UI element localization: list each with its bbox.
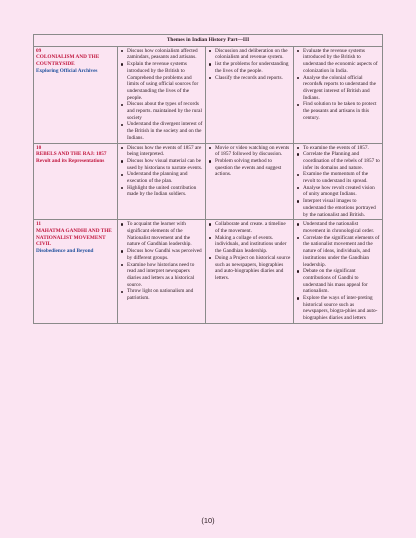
bullet-list bbox=[296, 221, 380, 322]
list-item: To acquaint the learner with significant elements of the Nationalist movement and the nature of Gandhian leadership. bbox=[120, 221, 203, 248]
list-item: Discuss about the types of records and reports. maintained by the rural society bbox=[120, 101, 203, 121]
bullet-list bbox=[208, 145, 291, 179]
unit-cell bbox=[34, 46, 118, 143]
unit-title: REBELS AND THE RAJ: 1857 Revolt and its Representations bbox=[36, 151, 107, 164]
list-item: Discussion and deliberation on the colonialism and revenue system. bbox=[208, 48, 291, 61]
bullet-list bbox=[120, 48, 203, 142]
table-row bbox=[34, 143, 383, 220]
unit-title: MAHATMA GANDHI AND THE NATIONALIST MOVEMENT CIVIL bbox=[36, 227, 112, 248]
list-item: Movie or video watching on events of 1857 followed by discussion. bbox=[208, 145, 291, 158]
list-item: Evaluate the revenue systems introduced by the British to understand the economic aspects of colonization in India. bbox=[296, 48, 380, 75]
syllabus-table bbox=[33, 34, 383, 324]
page-number: (10) bbox=[201, 516, 215, 525]
outcomes-cell bbox=[294, 220, 383, 324]
objectives-cell bbox=[118, 143, 206, 220]
list-item: Interpret visual images to understand the emotions portrayed by the nationalist and British. bbox=[296, 198, 380, 218]
outcomes-cell bbox=[294, 143, 383, 220]
list-item: To examine the events of 1857. bbox=[296, 145, 380, 152]
list-item: Analyse how revolt created vision of unity amongst Indians. bbox=[296, 185, 380, 198]
unit-number: 10 bbox=[36, 144, 42, 151]
unit-subtitle: Exploring Official Archives bbox=[36, 67, 98, 74]
unit-number: 11 bbox=[36, 221, 41, 228]
bullet-list bbox=[208, 221, 291, 281]
list-item: Correlate the significant elements of the nationalist movement and the nature of ideas, individuals, and institutions under the Gandhian leadership. bbox=[296, 235, 380, 269]
activities-cell bbox=[206, 220, 294, 324]
list-item: Correlate the Planning and coordination of the rebels of 1857 to infer its domains and nature. bbox=[296, 151, 380, 171]
table-body bbox=[34, 46, 383, 323]
list-item: Understand the divergent interest of the British in the society and on the Indians. bbox=[120, 121, 203, 141]
bullet-list bbox=[120, 221, 203, 301]
list-item: Discuss how Gandhi was perceived by different groups. bbox=[120, 248, 203, 261]
unit-title: COLONIALISM AND THE COUNTRYSIDE bbox=[36, 54, 100, 68]
list-item: Understand the nationalist movement in chronological order. bbox=[296, 221, 380, 234]
syllabus-page bbox=[33, 34, 382, 324]
unit-cell bbox=[34, 220, 118, 324]
list-item: Throw light on nationalism and patriotism. bbox=[120, 288, 203, 301]
objectives-cell bbox=[118, 46, 206, 143]
list-item: Discuss how colonialism affected zamindars, peasants and artisans. bbox=[120, 48, 203, 61]
list-item: list the problems for understanding the lives of the people. bbox=[208, 61, 291, 74]
list-item: Understand the planning and execution of the plan. bbox=[120, 171, 203, 184]
unit-subtitle: Disobedience and Beyond bbox=[36, 248, 94, 255]
list-item: Find solution to be taken to protect the peasants and artisans in this century. bbox=[296, 101, 380, 121]
bullet-list bbox=[296, 48, 380, 122]
list-item: Making a collage of events. individuals, and institutions under the Gandhian leadership. bbox=[208, 235, 291, 255]
table-row bbox=[34, 46, 383, 143]
activities-cell bbox=[206, 46, 294, 143]
list-item: Doing a Project on historical source such as newspapers, biographies and auto-biographies diaries and letters. bbox=[208, 255, 291, 282]
list-item: Explore the ways of inter-preting historical source such as newspapers, biogra-phies and auto-biographies diaries and letters bbox=[296, 295, 380, 322]
bullet-list bbox=[296, 145, 380, 219]
activities-cell bbox=[206, 143, 294, 220]
unit-cell bbox=[34, 143, 118, 220]
list-item: Highlight the united contribution made by the Indian soldiers. bbox=[120, 185, 203, 198]
outcomes-cell bbox=[294, 46, 383, 143]
list-item: Collaborate and create. a timeline of the movement. bbox=[208, 221, 291, 234]
list-item: Debate on the significant contributions of Gandhi to understand his mass appeal for nationalism. bbox=[296, 268, 380, 295]
list-item: Examine the momentum of the revolt to understand its spread. bbox=[296, 171, 380, 184]
list-item: Classify the records and reports. bbox=[208, 75, 291, 82]
table-row bbox=[34, 220, 383, 324]
list-item: Discuss how visual material can be used by historians to narrate events. bbox=[120, 158, 203, 171]
table-title-row bbox=[34, 35, 383, 47]
unit-number: 09 bbox=[36, 47, 42, 54]
list-item: Discuss how the events of 1857 are being interpreted. bbox=[120, 145, 203, 158]
bullet-list bbox=[208, 48, 291, 82]
list-item: Examine how historians need to read and interpret newspapers diaries and letters as a historical source. bbox=[120, 262, 203, 289]
list-item: Analyse the colonial official records& reports to understand the divergent interest of British and Indians. bbox=[296, 75, 380, 102]
list-item: Explain the revenue systems introduced by the British to Comprehend the problems and limits of using official sources for understanding the lives of the people. bbox=[120, 61, 203, 101]
table-title: Themes in Indian History Part—III bbox=[34, 35, 383, 47]
list-item: Problem solving method to question the events and suggest actions. bbox=[208, 158, 291, 178]
objectives-cell bbox=[118, 220, 206, 324]
bullet-list bbox=[120, 145, 203, 199]
